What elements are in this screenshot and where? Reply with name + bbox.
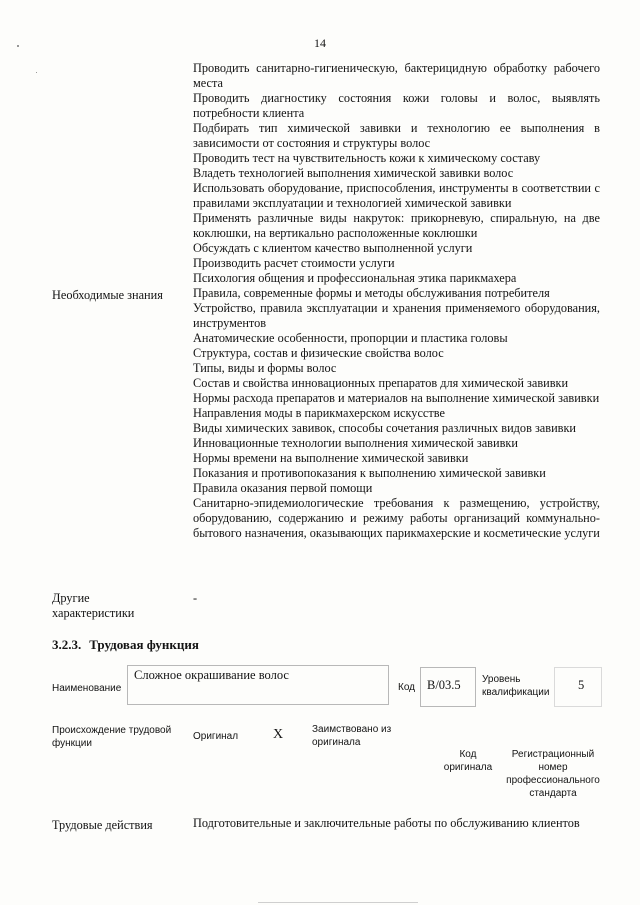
list-item: Проводить диагностику состояния кожи головы и волос, выявлять потребности клиента <box>193 91 600 120</box>
list-item: Правила, современные формы и методы обслуживания потребителя <box>193 286 550 300</box>
reg-number-line3: профессионального <box>506 775 600 786</box>
other-characteristics-label-line1: Другие <box>52 591 90 605</box>
name-label: Наименование <box>52 683 122 694</box>
list-item: Показания и противопоказания к выполнению химической завивки <box>193 466 546 480</box>
code-original-line1: Код <box>459 749 477 760</box>
list-item: Структура, состав и физические свойства волос <box>193 346 444 360</box>
list-item: Подбирать тип химической завивки и технологию ее выполнения в зависимости от состояния и структуры волос <box>193 121 600 150</box>
list-item: Направления моды в парикмахерском искусстве <box>193 406 445 420</box>
level-label-line2: квалификации <box>482 687 550 698</box>
section-title: Трудовая функция <box>89 637 199 652</box>
borrowed-label-line2: оригинала <box>312 737 361 748</box>
section-number: 3.2.3. <box>52 637 82 652</box>
code-original-line2: оригинала <box>443 762 493 773</box>
origin-label-line2: функции <box>52 738 92 749</box>
list-item: Производить расчет стоимости услуги <box>193 256 395 270</box>
reg-number-line4: стандарта <box>529 788 577 799</box>
reg-number-line1: Регистрационный <box>511 749 595 760</box>
scan-speck <box>36 72 37 73</box>
code-label: Код <box>398 682 416 693</box>
list-item: Обсуждать с клиентом качество выполненной услуги <box>193 241 473 255</box>
original-label: Оригинал <box>193 731 239 742</box>
scan-edge <box>258 902 418 903</box>
level-value: 5 <box>578 678 585 692</box>
list-item: Владеть технологией выполнения химической завивки волос <box>193 166 514 180</box>
list-item: Типы, виды и формы волос <box>193 361 337 375</box>
level-label-line1: Уровень <box>482 674 521 685</box>
list-item: Психология общения и профессиональная этика парикмахера <box>193 271 517 285</box>
page-number: 14 <box>314 36 326 50</box>
scan-speck <box>17 45 19 47</box>
borrowed-label-line1: Заимствовано из <box>312 724 392 735</box>
section-heading <box>52 637 199 653</box>
labor-actions-text <box>193 816 600 831</box>
list-item: Правила оказания первой помощи <box>193 481 373 495</box>
list-item: Состав и свойства инновационных препаратов для химической завивки <box>193 376 569 390</box>
list-item: Применять различные виды накруток: прикорневую, спиральную, на две коклюшки, на вертикально расположенные коклюшки <box>193 211 600 240</box>
list-item: Санитарно-эпидемиологические требования к размещению, устройству, оборудованию, содержанию и режиму работы организаций коммунально-бытового назначения, оказывающих парикмахерские и косметические услуги <box>193 496 600 540</box>
list-item: Нормы времени на выполнение химической завивки <box>193 451 469 465</box>
list-item: Использовать оборудование, приспособления, инструменты в соответствии с правилами эксплуатации и технологией химической завивки <box>193 181 600 210</box>
list-item: Инновационные технологии выполнения химической завивки <box>193 436 518 450</box>
name-value: Сложное окрашивание волос <box>134 668 289 682</box>
list-item: Подготовительные и заключительные работы по обслуживанию клиентов <box>193 816 580 830</box>
code-value: B/03.5 <box>427 678 461 692</box>
other-characteristics-value: - <box>193 591 198 605</box>
other-characteristics-label-line2: характеристики <box>52 606 135 620</box>
list-item: Проводить тест на чувствительность кожи к химическому составу <box>193 151 541 165</box>
origin-label-line1: Происхождение трудовой <box>52 725 172 736</box>
necessary-knowledge-label: Необходимые знания <box>52 288 163 302</box>
reg-number-line2: номер <box>538 762 568 773</box>
list-item: Проводить санитарно-гигиеническую, бактерицидную обработку рабочего места <box>193 61 600 90</box>
list-item: Устройство, правила эксплуатации и хранения применяемого оборудования, инструментов <box>193 301 600 330</box>
list-item: Анатомические особенности, пропорции и пластика головы <box>193 331 508 345</box>
list-item: Нормы расхода препаратов и материалов на выполнение химической завивки <box>193 391 600 405</box>
list-item: Виды химических завивок, способы сочетания различных видов завивки <box>193 421 577 435</box>
skills-knowledge-list <box>193 61 600 541</box>
labor-actions-label: Трудовые действия <box>52 818 153 832</box>
original-mark: X <box>273 727 284 742</box>
